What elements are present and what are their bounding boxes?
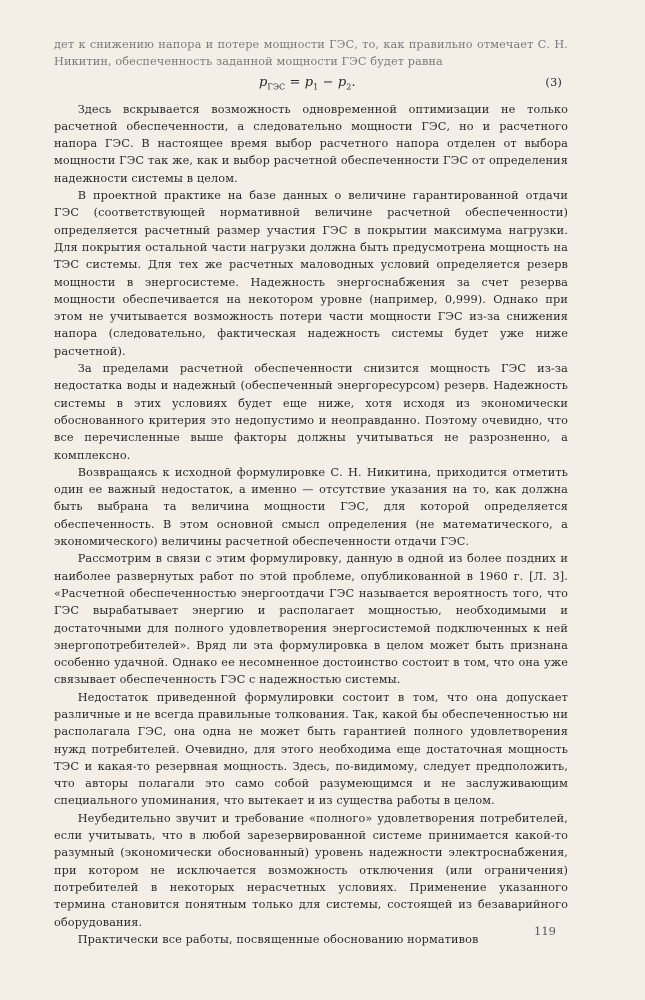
formula-3 (54, 71, 568, 95)
paragraph: За пределами расчетной обеспеченности снизится мощность ГЭС из-за недостатка воды и надежный (обеспеченный энергоресурсом) резерв. Надежность системы в этих условиях будет еще ниже, хотя исходя из экономически обоснованного критерия это недопустимо и неоправданно. Поэтому очевидно, что все перечисленные выше факторы должны учитываться не разрозненно, а комплексно. (54, 362, 568, 462)
paragraph: Недостаток приведенной формулировки состоит в том, что она допускает различные и не всегда правильные толкования. Так, какой бы обеспеченностью ни располагала ГЭС, она одна не может быть гарантией полного удовлетворения нужд потребителей. Очевидно, для этого необходима еще достаточная мощность ТЭС и какая-то резервная мощность. Здесь, по-видимому, следует предположить, что авторы полагали это само собой разумеющимся и не заслуживающим специального упоминания, что вытекает и из существа работы в целом. (54, 690, 568, 808)
paragraph: В проектной практике на базе данных о величине гарантированной отдачи ГЭС (соответствующей нормативной величине расчетной обеспеченности) определяется расчетный размер участия ГЭС в покрытии максимума нагрузки. Для покрытия остальной части нагрузки должна быть предусмотрена мощность на ТЭС системы. Для тех же расчетных маловодных условий определяется резерв мощности в энергосистеме. Надежность энергоснабжения за счет резерва мощности обеспечивается на некотором уровне (например, 0,999). Однако при этом не учитывается возможность потери части мощности ГЭС из-за снижения напора (следовательно, фактическая надежность системы будет уже ниже расчетной). (54, 189, 568, 358)
paragraph: Неубедительно звучит и требование «полного» удовлетворения потребителей, если учитывать, что в любой зарезервированной системе принимается какой-то разумный (экономически обоснованный) уровень надежности электроснабжения, при котором не исключается возможность отключения (или ограничения) потребителей в некоторых нерасчетных условиях. Применение указанного термина становится понятным только для системы, состоящей из безаварийного оборудования. (54, 811, 568, 929)
paragraph: Рассмотрим в связи с этим формулировку, данную в одной из более поздних и наиболее развернутых работ по этой проблеме, опубликованной в 1960 г. [Л. 3]. «Расчетной обеспеченностью энергоотдачи ГЭС называется вероятность того, что ГЭС вырабатывает энергию и располагает мощностью, необходимыми и достаточными для полного удовлетворения энергосистемой подключенных к ней энергопотребителей». Вряд ли эта формулировка в целом может быть признана особенно удачной. Однако ее несомненное достоинство состоит в том, что она уже связывает обеспеченность ГЭС с надежностью системы. (54, 552, 568, 687)
page-text (54, 36, 568, 948)
formula-expression: $p_{ГЭС} = p_1 - p_2$. (259, 74, 356, 92)
paragraph: Возвращаясь к исходной формулировке С. Н. Никитина, приходится отметить один ее важный недостаток, а именно — отсутствие указания на то, как должна быть выбрана та величина мощности ГЭС, для которой определяется обеспеченность. В этом основной смысл определения (не математического, а экономического) величины расчетной обеспеченности отдачи ГЭС. (54, 465, 568, 549)
paragraph: Здесь вскрывается возможность одновременной оптимизации не только расчетной обеспеченности, а следовательно мощности ГЭС, но и расчетного напора ГЭС. В настоящее время выбор расчетного напора отделен от выбора мощности ГЭС так же, как и выбор расчетной обеспеченности ГЭС от определения надежности системы в целом. (54, 102, 568, 185)
paragraph: дет к снижению напора и потере мощности ГЭС, то, как правильно отмечает С. Н. Никитин, обеспеченность заданной мощности ГЭС будет равна (54, 38, 568, 69)
page-number: 119 (534, 924, 556, 938)
paragraph: Практически все работы, посвященные обоснованию нормативов (77, 932, 479, 946)
formula-number: (3) (545, 74, 562, 89)
